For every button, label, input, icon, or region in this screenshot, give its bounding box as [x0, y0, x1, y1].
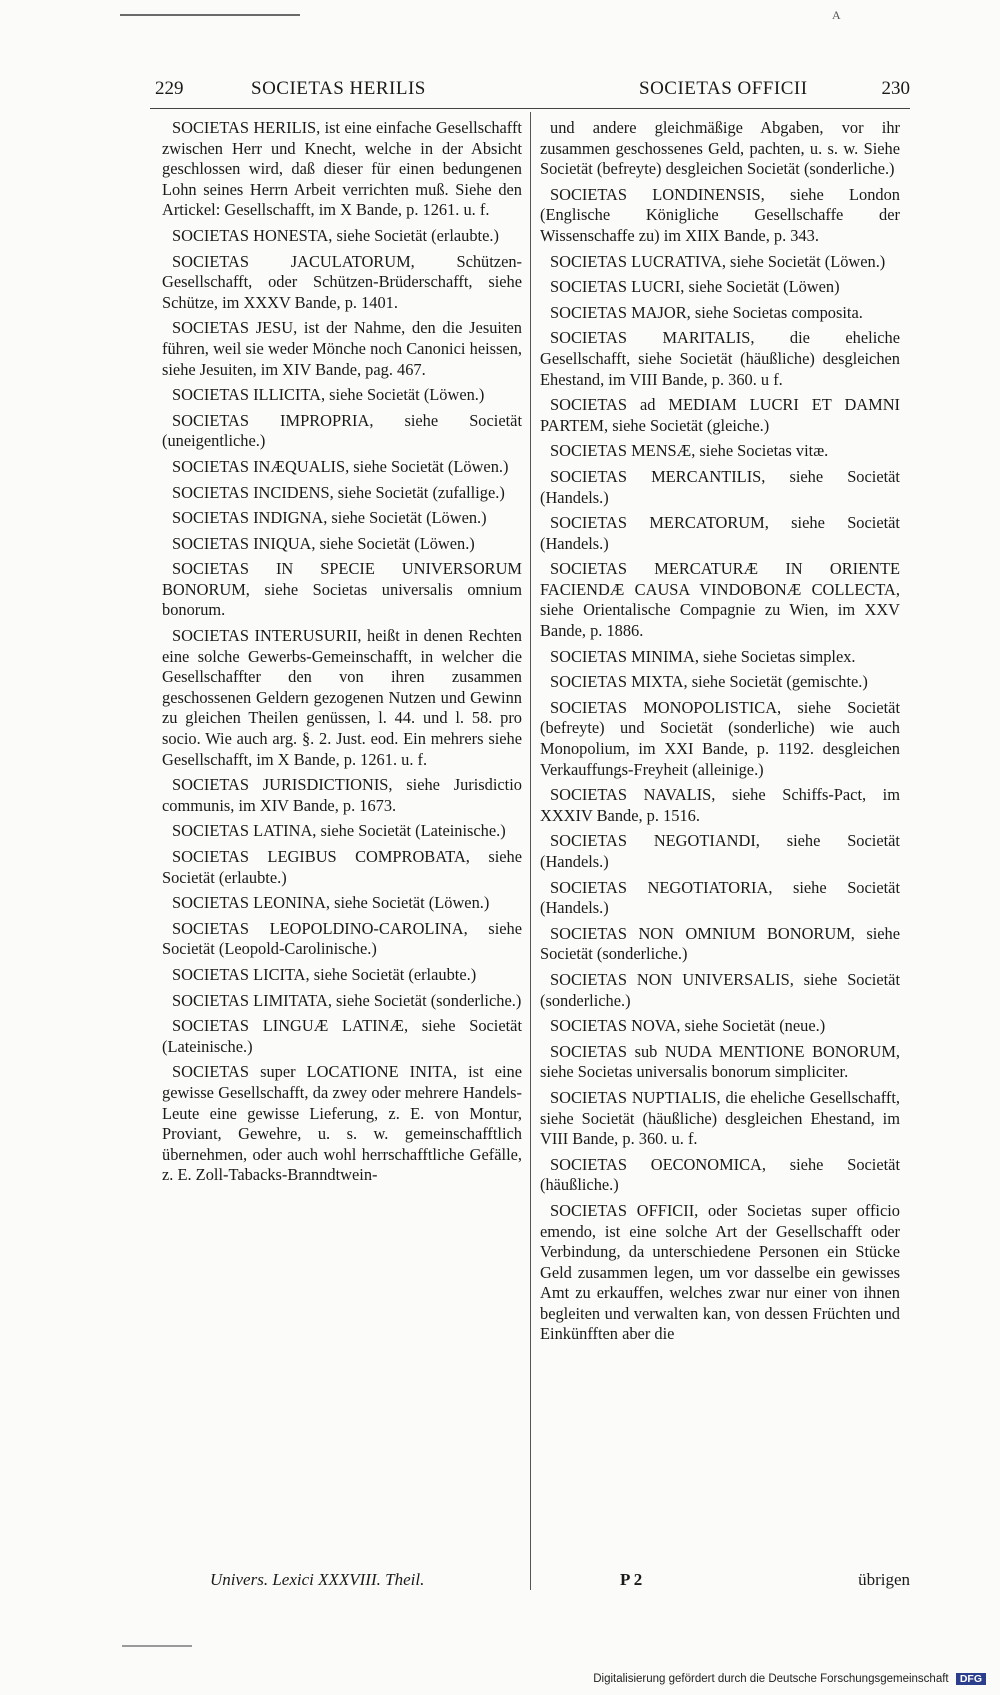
- dictionary-entry: SOCIETAS LONDINENSIS, siehe London (Englische Königliche Gesellschaffe der Wissenschaffe zu) im XIIX Bande, p. 343.: [540, 184, 900, 245]
- dictionary-entry: SOCIETAS NOVA, siehe Societät (neue.): [550, 1016, 826, 1036]
- dictionary-entry: SOCIETAS NEGOTIATORIA, siehe Societät (Handels.): [540, 877, 900, 918]
- corner-mark: A: [832, 8, 841, 22]
- dictionary-entry: SOCIETAS HONESTA, siehe Societät (erlaubte.): [172, 225, 499, 245]
- dictionary-entry: SOCIETAS NAVALIS, siehe Schiffs-Pact, im XXXIV Bande, p. 1516.: [540, 785, 900, 825]
- dictionary-entry: SOCIETAS MINIMA, siehe Societas simplex.: [550, 646, 856, 666]
- dictionary-entry: SOCIETAS HERILIS, ist eine einfache Gesellschafft zwischen Herr und Knecht, welche in der Absicht geschlossen wird, daß dieser für einen bedungenen Lohn seines Herrn Arbeit verrichten muß. Siehe den Artickel: Gesellschafft, im X Bande, p. 1261. u. f.: [162, 118, 522, 220]
- dictionary-entry: SOCIETAS NUPTIALIS, die eheliche Gesellschafft, siehe Societät (häußliche) desgleichen Ehestand, im VIII Bande, p. 360. u. f.: [540, 1087, 900, 1149]
- left-column: [162, 118, 522, 1191]
- dfg-logo: DFG: [956, 1673, 986, 1685]
- dictionary-entry: SOCIETAS LEGIBUS COMPROBATA, siehe Societät (erlaubte.): [162, 847, 522, 887]
- scan-border-line: [120, 14, 300, 16]
- footer-signature: Univers. Lexici XXXVIII. Theil.: [210, 1570, 425, 1589]
- dictionary-entry: SOCIETAS MERCANTILIS, siehe Societät (Handels.): [540, 466, 900, 507]
- signature-mark: P 2: [620, 1570, 643, 1589]
- dictionary-entry: SOCIETAS MIXTA, siehe Societät (gemischte.): [550, 672, 868, 692]
- dictionary-entry: SOCIETAS MARITALIS, die eheliche Gesellschafft, siehe Societät (häußliche) desgleichen Ehestand, im VIII Bande, p. 360. u f.: [540, 328, 900, 389]
- dictionary-entry: SOCIETAS IN SPECIE UNIVERSORUM BONORUM, siehe Societas universalis omnium bonorum.: [162, 559, 522, 620]
- dictionary-entry: SOCIETAS LUCRI, siehe Societät (Löwen): [550, 277, 840, 297]
- column-divider: [530, 112, 531, 1590]
- dictionary-entry: SOCIETAS NON OMNIUM BONORUM, siehe Societät (sonderliche.): [540, 923, 900, 964]
- dictionary-entry: SOCIETAS MONOPOLISTICA, siehe Societät (befreyte) und Societät (sonderliche) wie auch Monopolium, im XXI Bande, p. 1192. desgleichen Verkauffungs-Freyheit (alleinige.): [540, 697, 900, 779]
- dictionary-entry: SOCIETAS JESU, ist der Nahme, den die Jesuiten führen, weil sie weder Mönche noch Canonici heissen, siehe Jesuiten, im XIV Bande, pag. 467.: [162, 318, 522, 379]
- dictionary-entry: SOCIETAS sub NUDA MENTIONE BONORUM, siehe Societas universalis bonorum simpliciter.: [540, 1041, 900, 1082]
- running-header: [155, 78, 910, 106]
- dictionary-entry: SOCIETAS LEOPOLDINO-CAROLINA, siehe Societät (Leopold-Carolinische.): [162, 918, 522, 959]
- dictionary-entry: und andere gleichmäßige Abgaben, vor ihr zusammen geschossenes Geld, pachten, u. s. w. Siehe Societät (befreyte) desgleichen Societät (sonderliche.): [540, 118, 900, 179]
- left-page-number: 229: [155, 78, 184, 99]
- dictionary-entry: SOCIETAS LATINA, siehe Societät (Lateinische.): [172, 821, 506, 841]
- dictionary-entry: SOCIETAS JACULATORUM, Schützen-Gesellschafft, oder Schützen-Brüderschafft, siehe Schütze, im XXXV Bande, p. 1401.: [162, 251, 522, 312]
- dictionary-entry: SOCIETAS LICITA, siehe Societät (erlaubte.): [172, 964, 477, 984]
- dictionary-entry: SOCIETAS super LOCATIONE INITA, ist eine gewisse Gesellschafft, da zwey oder mehrere Handels-Leute eine gewisse Lieferung, z. E. von Montur, Proviant, Gewehre, u. s. w. gemeinschafftlich übernehmen, oder auch wohl herrschafftliche Gefälle, z. E. Zoll-Tabacks-Branndtwein-: [162, 1062, 522, 1185]
- dictionary-entry: SOCIETAS JURISDICTIONIS, siehe Jurisdictio communis, im XIV Bande, p. 1673.: [162, 775, 522, 815]
- catchword: übrigen: [858, 1570, 910, 1589]
- dictionary-entry: SOCIETAS MERCATURÆ IN ORIENTE FACIENDÆ CAUSA VINDOBONÆ COLLECTA, siehe Orientalische Compagnie zu Wien, im XXV Bande, p. 1886.: [540, 559, 900, 641]
- dfg-notice-text: Digitalisierung gefördert durch die Deutsche Forschungsgemeinschaft: [593, 1673, 949, 1685]
- left-running-title: SOCIETAS HERILIS: [251, 78, 426, 99]
- dictionary-entry: SOCIETAS MERCATORUM, siehe Societät (Handels.): [540, 513, 900, 553]
- page-footer: [160, 1570, 910, 1594]
- dictionary-entry: SOCIETAS INÆQUALIS, siehe Societät (Löwen.): [172, 456, 509, 476]
- dictionary-entry: SOCIETAS OECONOMICA, siehe Societät (häußliche.): [540, 1154, 900, 1195]
- dfg-notice: [593, 1673, 986, 1685]
- right-running-title: SOCIETAS OFFICII: [639, 78, 808, 99]
- dictionary-entry: SOCIETAS NEGOTIANDI, siehe Societät (Handels.): [540, 831, 900, 871]
- right-page-number: 230: [881, 78, 910, 99]
- dictionary-entry: SOCIETAS ILLICITA, siehe Societät (Löwen.): [172, 385, 485, 405]
- dictionary-entry: SOCIETAS MENSÆ, siehe Societas vitæ.: [550, 441, 829, 461]
- dictionary-entry: SOCIETAS NON UNIVERSALIS, siehe Societät (sonderliche.): [540, 969, 900, 1010]
- dictionary-entry: SOCIETAS INCIDENS, siehe Societät (zufallige.): [172, 482, 505, 502]
- dictionary-entry: SOCIETAS MAJOR, siehe Societas composita.: [550, 302, 863, 322]
- dictionary-entry: SOCIETAS INIQUA, siehe Societät (Löwen.): [172, 533, 475, 553]
- dictionary-entry: SOCIETAS INTERUSURII, heißt in denen Rechten eine solche Gewerbs-Gemeinschafft, in welcher die Gesellschaffter den von ihren zusammen geschossenen Geldern gezogenen Nutzen und Gewinn zu gleichen Theilen genüssen, l. 44. und l. 58. pro socio. Wie auch arg. §. 2. Just. eod. Ein mehrers siehe Gesellschafft, im X Bande, p. 1261. u. f.: [162, 626, 522, 769]
- dictionary-entry: SOCIETAS INDIGNA, siehe Societät (Löwen.): [172, 508, 487, 528]
- dictionary-entry: SOCIETAS IMPROPRIA, siehe Societät (uneigentliche.): [162, 410, 522, 451]
- header-rule: [150, 108, 910, 109]
- dictionary-entry: SOCIETAS LINGUÆ LATINÆ, siehe Societät (Lateinische.): [162, 1016, 522, 1056]
- scan-artifact: [122, 1645, 192, 1647]
- dictionary-entry: SOCIETAS LIMITATA, siehe Societät (sonderliche.): [172, 990, 522, 1010]
- dictionary-entry: SOCIETAS LEONINA, siehe Societät (Löwen.): [172, 893, 490, 913]
- right-column: [540, 118, 900, 1350]
- dictionary-entry: SOCIETAS ad MEDIAM LUCRI ET DAMNI PARTEM, siehe Societät (gleiche.): [540, 395, 900, 435]
- dictionary-entry: SOCIETAS OFFICII, oder Societas super officio emendo, ist eine solche Art der Gesellschafft oder Verbindung, da unterschiedene Personen ein Stücke Geld zusammen legen, um vor dasselbe ein gewisses Amt zu erkauffen, welches zwar nur einer von ihnen begleiten und verwalten kan, von dessen Früchten und Einkünfften aber die: [540, 1200, 900, 1344]
- dictionary-entry: SOCIETAS LUCRATIVA, siehe Societät (Löwen.): [550, 251, 886, 271]
